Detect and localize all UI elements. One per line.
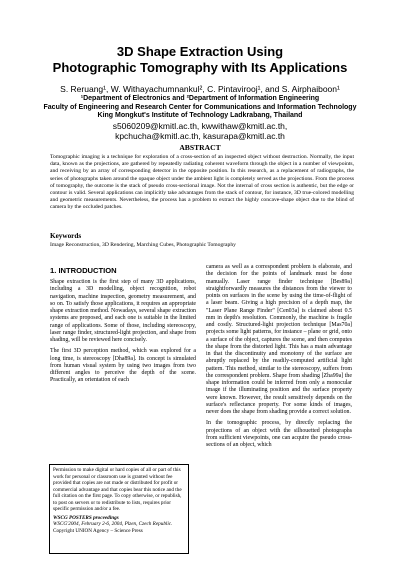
copyright-line: Copyright UNION Agency – Science Press <box>53 527 143 534</box>
affiliation-line-2: King Mongkut's Institute of Technology Ladkrabang, Thailand <box>97 112 303 120</box>
paper-title <box>0 44 400 76</box>
section-heading-introduction: 1. INTRODUCTION <box>50 266 117 275</box>
right-paragraph-1: camera as well as a correspondent problem is elaborate, and the decision for the points of landmark must be done manually. Laser range finder technique [Bes89a] straightforwardly measures the distances from the viewer to points on surfaces in the scene by using the time-of-flight of a laser beam. Giving a high precision of a depth map, the "Laser Plane Range Finder" [Cen03a] is claimed about 0.5 mm in depth's resolution. Commonly, the machine is fragile and costly. Structured-light projection technique [Mas70a] projects some light patterns, for instance – plane or grid, onto a surface of the object, captures the scene, and then computes the shape from the distorted light. This has a main advantage in that the discontinuity and monotony of the surface are abruptly replaced by the readily-computed artificial light pattern. This method, similar to the stereoscopy, suffers from the correspondent problem. Shape from shading [Zha99a] the shape information could be inferred from only a monocular image if the illuminating position and the surface property were known. However, the result sensitively depends on the surface's reflectance property. For some kinds of images, never does the shape from shading provide a correct solution. <box>206 264 352 415</box>
proceedings-label: WSCG POSTERS proceedings <box>53 514 119 521</box>
left-column <box>50 279 196 389</box>
affiliation-line-1: Faculty of Engineering and Research Center for Communications and Information Technology <box>43 103 357 111</box>
right-paragraph-2: In the tomographic process, by directly replacing the projections of an object with the silhouetted photographs from sufficient viewpoints, one can acquire the pseudo cross-sections of an object, which <box>206 420 352 448</box>
title-line-2: Photographic Tomography with Its Applications <box>52 60 348 75</box>
email-line-2: kpchucha@kmitl.ac.th, kasurapa@kmitl.ac.th <box>115 130 285 141</box>
abstract-text: Tomographic imaging is a technique for exploration of a cross-section of an inspected object without destruction. Normally, the input data, known as the projections, are gathered by repeatedly radiating coherent waveform through the object in a number of viewpoints, and receiving by an array of corresponding detector in the opposite position. In this research, as a replacement of radiographs, the series of photographs taken around the opaque object under the ambient light is completely served as the projections. From the process of tomography, the outcome is the stack of pseudo cross-sectional image. Not the internal of cross section is authentic, but the edge or contour is valid. Several applications can implicitly take advantages from the stack of contour, for instance, 3D true-colored modelling and geometric measurements. Nevertheless, the process has a problem to extract the highly concave-shape object due to the blind of camera by the occluded patches. <box>50 154 354 211</box>
abstract-heading: ABSTRACT <box>179 143 221 152</box>
department-line: ¹Department of Electronics and ²Department of Information Engineering <box>80 95 320 102</box>
permission-text: Permission to make digital or hard copies of all or part of this work for personal or classroom use is granted without fee provided that copies are not made or distributed for profit or commercial advantage and that copies bear this notice and the full citation on the first page. To copy otherwise, or republish, to post on servers or to redistribute to lists, requires prior specific permission and/or a fee. <box>53 467 182 512</box>
permission-box <box>49 464 189 554</box>
author-names: S. Reruang¹, W. Withayachumnankul², C. Pintavirooj¹, and S. Airphaiboon¹ <box>60 84 340 94</box>
email-line-1: s5060209@kmitl.ac.th, kwwithaw@kmitl.ac.th, <box>112 120 288 131</box>
left-paragraph-2: The first 3D perception method, which was explored for a long time, is stereoscopy [Dha89a]. Its concept is simulated from human visual system by using two images from two different angles to perceive the depth of the scene. Practically, an orientation of each <box>50 348 196 384</box>
keywords-heading: Keywords <box>50 232 82 240</box>
author-block <box>0 84 400 141</box>
left-paragraph-1: Shape extraction is the first step of many 3D applications, including a 3D modelling, object recognition, robot navigation, machine inspection, geometry measurement, and so on. To satisfy those applications, it requires an appropriate shape extraction method. Nowadays, several shape extraction systems are proposed, and each one is suitable in the limited range of applications. Some of those, including stereoscopy, laser range finder, structured-light projection, and shape from shading, will be reviewed here concisely. <box>50 279 196 343</box>
conference-line: WSCG'2004, February 2-6, 2004, Plzen, Czech Republic. <box>53 521 173 527</box>
title-line-1: 3D Shape Extraction Using <box>116 44 284 59</box>
keywords-text: Image Reconstruction, 3D Rendering, Marching Cubes, Photographic Tomography <box>50 242 236 248</box>
right-column <box>206 264 352 453</box>
